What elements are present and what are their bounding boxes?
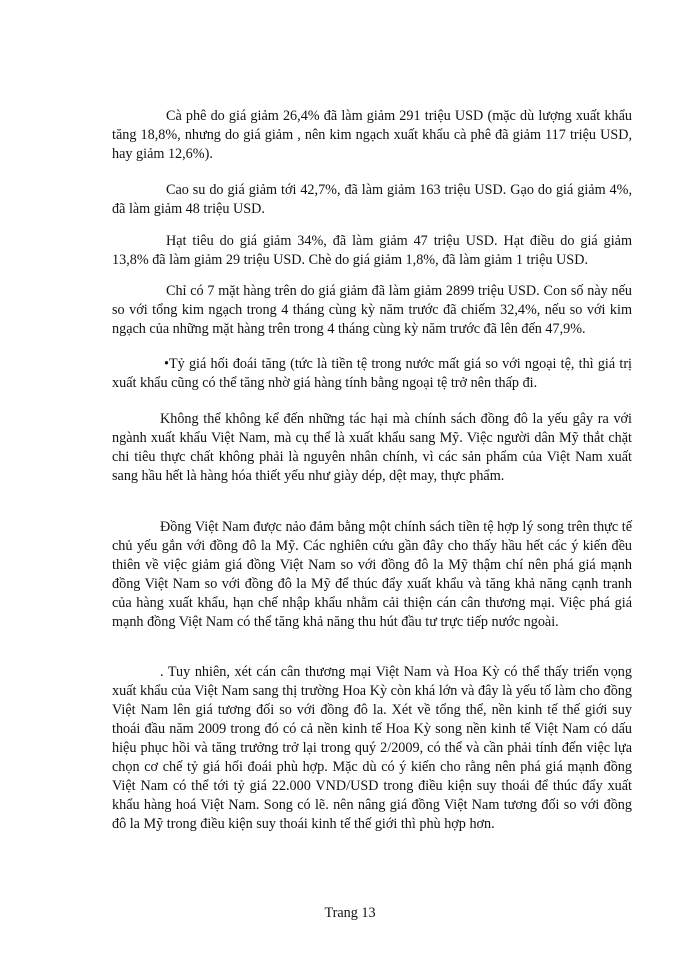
paragraph-seven-items: Chỉ có 7 mặt hàng trên do giá giảm đã làm giảm 2899 triệu USD. Con số này nếu so với tổng kim ngạch trong 4 tháng cùng kỳ năm trước đã chiếm 32,4%, nếu so với kim ngạch của những mặt hàng trên trong 4 tháng cùng kỳ năm trước đã lên đến 47,9%. xyxy=(112,283,632,337)
paragraph-trade-balance: . Tuy nhiên, xét cán cân thương mại Việt Nam và Hoa Kỳ có thể thấy triển vọng xuất khẩu của Việt Nam sang thị trường Hoa Kỳ còn khá lớn và đây là yếu tố làm cho đồng Việt Nam lên giá tương đối so với đồng đô la. Xét về tổng thể, nền kinh tế thế giới suy thoái đầu năm 2009 trong đó có cả nền kinh tế Hoa Kỳ song nền kinh tế Việt Nam có dấu hiệu phục hồi và tăng trưởng trở lại trong quý 2/2009, có thể và cần phải tính đến việc lựa chọn cơ chế tỷ giá hối đoái phù hợp. Mặc dù có ý kiến cho rằng nên phá giá mạnh đồng Việt Nam có thể tới tỷ giá 22.000 VND/USD trong điều kiện suy thoái để thúc đẩy xuất khẩu hàng hoá Việt Nam. Song có lẽ. nên nâng giá đồng Việt Nam tương đối so với đồng đô la Mỹ trong điều kiện suy thoái kinh tế thế giới thì phù hợp hơn. xyxy=(112,664,632,832)
paragraph-pepper-cashew-tea: Hạt tiêu do giá giảm 34%, đã làm giảm 47 triệu USD. Hạt điều do giá giảm 13,8% đã làm giảm 29 triệu USD. Chè do giá giảm 1,8%, đã làm giảm 1 triệu USD. xyxy=(112,233,632,268)
paragraph-weak-dollar: Không thể không kể đến những tác hại mà chính sách đồng đô la yếu gây ra với ngành xuất khẩu Việt Nam, mà cụ thể là xuất khẩu sang Mỹ. Việc người dân Mỹ thắt chặt chi tiêu thực chất không phải là nguyên nhân chính, vì các sản phẩm của Việt Nam xuất sang hầu hết là hàng hóa thiết yếu như giày dép, dệt may, thực phẩm. xyxy=(112,411,632,484)
paragraph-vnd-policy: Đồng Việt Nam được nảo đảm bằng một chính sách tiền tệ hợp lý song trên thực tế chủ yếu gắn với đồng đô la Mỹ. Các nghiên cứu gần đây cho thấy hầu hết các ý kiến đều thiên về việc giảm giá đồng Việt Nam so với đồng đô la Mỹ thậm chí nên phá giá mạnh đồng Việt Nam so với đồng đô la Mỹ để thúc đẩy xuất khẩu và tăng khả năng cạnh tranh của hàng xuất khẩu, hạn chế nhập khẩu nhằm cải thiện cán cân thương mại. Việc phá giá mạnh đồng Việt Nam có thể tăng khả năng thu hút đầu tư trực tiếp nước ngoài. xyxy=(112,519,632,630)
page-number: Trang 13 xyxy=(324,905,376,921)
paragraph-exchange-rate-bullet: •Tỷ giá hối đoái tăng (tức là tiền tệ trong nước mất giá so với ngoại tệ, thì giá trị xuất khẩu cũng có thể tăng nhờ giá hàng tính bằng ngoại tệ trở nên thấp đi. xyxy=(112,356,632,391)
paragraph-rubber-rice: Cao su do giá giảm tới 42,7%, đã làm giảm 163 triệu USD. Gạo do giá giảm 4%, đã làm giảm 48 triệu USD. xyxy=(112,182,632,217)
paragraph-coffee: Cà phê do giá giảm 26,4% đã làm giảm 291 triệu USD (mặc dù lượng xuất khẩu tăng 18,8%, nhưng do giá giảm , nên kim ngạch xuất khẩu cà phê đã giảm 117 triệu USD, hay giảm 12,6%). xyxy=(112,108,632,162)
